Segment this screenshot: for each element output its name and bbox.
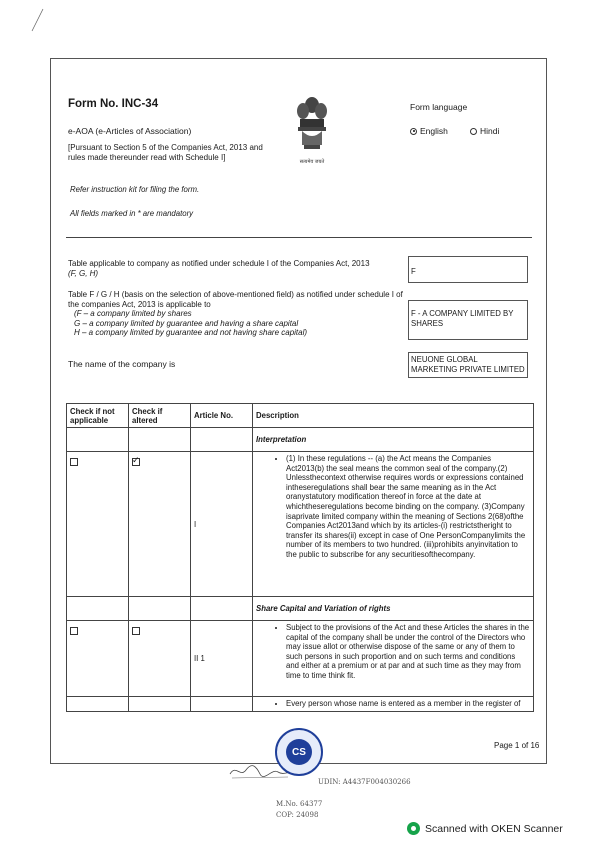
altered-checkbox[interactable] xyxy=(132,627,140,635)
section-interpretation: Interpretation xyxy=(253,428,534,452)
table-fgh-option-h: H – a company limited by guarantee and not having share capital) xyxy=(74,328,308,337)
article-number: I xyxy=(191,452,253,597)
scanner-logo-icon xyxy=(407,822,420,835)
table-applicable-label: Table applicable to company as notified under schedule I of the Companies Act, 2013 xyxy=(68,259,370,268)
pursuant-note: [Pursuant to Section 5 of the Companies Act, 2013 and rules made thereunder read with Schedule I] xyxy=(68,143,263,162)
national-emblem xyxy=(292,95,332,165)
corner-pen-mark xyxy=(30,8,44,32)
header-article-no: Article No. xyxy=(191,404,253,428)
emblem-icon xyxy=(292,95,332,153)
table-fgh-option-g: G – a company limited by guarantee and having a share capital xyxy=(74,318,299,328)
table-applicable-options: (F, G, H) xyxy=(68,269,99,278)
company-name-label: The name of the company is xyxy=(68,359,176,369)
handwritten-membership-no: M.No. 64377 xyxy=(276,800,323,808)
scanner-watermark xyxy=(407,822,563,835)
radio-english[interactable] xyxy=(410,126,448,136)
article-number: II 1 xyxy=(191,621,253,697)
form-language-label: Form language xyxy=(410,102,468,112)
mandatory-note: All fields marked in * are mandatory xyxy=(70,209,194,218)
table-row xyxy=(67,597,534,621)
table-row xyxy=(67,428,534,452)
radio-unselected-icon[interactable] xyxy=(470,128,477,135)
handwritten-udin: UDIN: A4437F004030266 xyxy=(318,778,411,786)
scanner-text: Scanned with OKEN Scanner xyxy=(425,822,563,835)
table-applicable-question xyxy=(68,259,398,279)
seal-cs-text: CS xyxy=(286,739,312,765)
radio-hindi-label: Hindi xyxy=(480,126,500,136)
table-row xyxy=(67,697,534,712)
table-row xyxy=(67,452,534,597)
table-fgh-label: Table F / G / H (basis on the selection of above-mentioned field) as notified under schedule I of the companies Act, 2013 is applicable to xyxy=(68,290,403,309)
header-description: Description xyxy=(253,404,534,428)
table-fgh-question xyxy=(68,290,408,338)
form-subtitle: e-AOA (e-Articles of Association) xyxy=(68,126,192,136)
article-description: • (1) In these regulations -- (a) the Act means the Companies Act2013(b) the seal means the common seal of the company.(2) Unlessthecontext otherwise requires words or expressions contained intheseregulations shall bear the same meaning as in the Act oranystatutory modification thereof in force at the date at whichtheseregulations become binding on the company. (3)Company isaprivate limited company within the meaning of Sections 2(68)ofthe Companies Act2013and which by its articles-(i) restrictstheright to transfer its shares(ii) except in case of One PersonCompanylimits the number of its members to two hundred. (iii)prohibits anyinvitation to the public to subscribe for any securitiesofthecompany. xyxy=(286,454,530,560)
not-applicable-checkbox[interactable] xyxy=(70,627,78,635)
section-share-capital: Share Capital and Variation of rights xyxy=(253,597,534,621)
article-description: • Subject to the provisions of the Act and these Articles the shares in the capital of the company shall be under the control of the Directors who may issue allot or otherwise dispose of the same or any of them to such persons in such proportion and on such terms and conditions and either at a premium or at par and at such time as they may from time to time think fit. xyxy=(286,623,530,681)
table-row xyxy=(67,621,534,697)
radio-english-label: English xyxy=(420,126,448,136)
page-number: Page 1 of 16 xyxy=(494,741,540,750)
section-divider xyxy=(66,237,532,238)
table-header-row xyxy=(67,404,534,428)
company-secretary-seal xyxy=(275,728,323,776)
handwritten-cop: COP: 24098 xyxy=(276,811,319,819)
not-applicable-checkbox[interactable] xyxy=(70,458,78,466)
instruction-note: Refer instruction kit for filing the form. xyxy=(70,185,200,194)
emblem-caption: सत्यमेव जयते xyxy=(299,159,325,165)
altered-checkbox[interactable] xyxy=(132,458,140,466)
company-name-field[interactable]: NEUONE GLOBAL MARKETING PRIVATE LIMITED xyxy=(408,352,528,378)
table-fgh-field[interactable]: F - A COMPANY LIMITED BY SHARES xyxy=(408,300,528,340)
table-fgh-option-f: (F – a company limited by shares xyxy=(74,309,192,318)
articles-table xyxy=(66,403,534,712)
radio-selected-icon[interactable] xyxy=(410,128,417,135)
article-description: • Every person whose name is entered as a member in the register of xyxy=(286,699,530,709)
radio-hindi[interactable] xyxy=(470,126,499,136)
form-number: Form No. INC-34 xyxy=(68,98,159,110)
header-altered: Check if altered xyxy=(129,404,191,428)
header-not-applicable: Check if not applicable xyxy=(67,404,129,428)
table-applicable-field[interactable]: F xyxy=(408,256,528,283)
